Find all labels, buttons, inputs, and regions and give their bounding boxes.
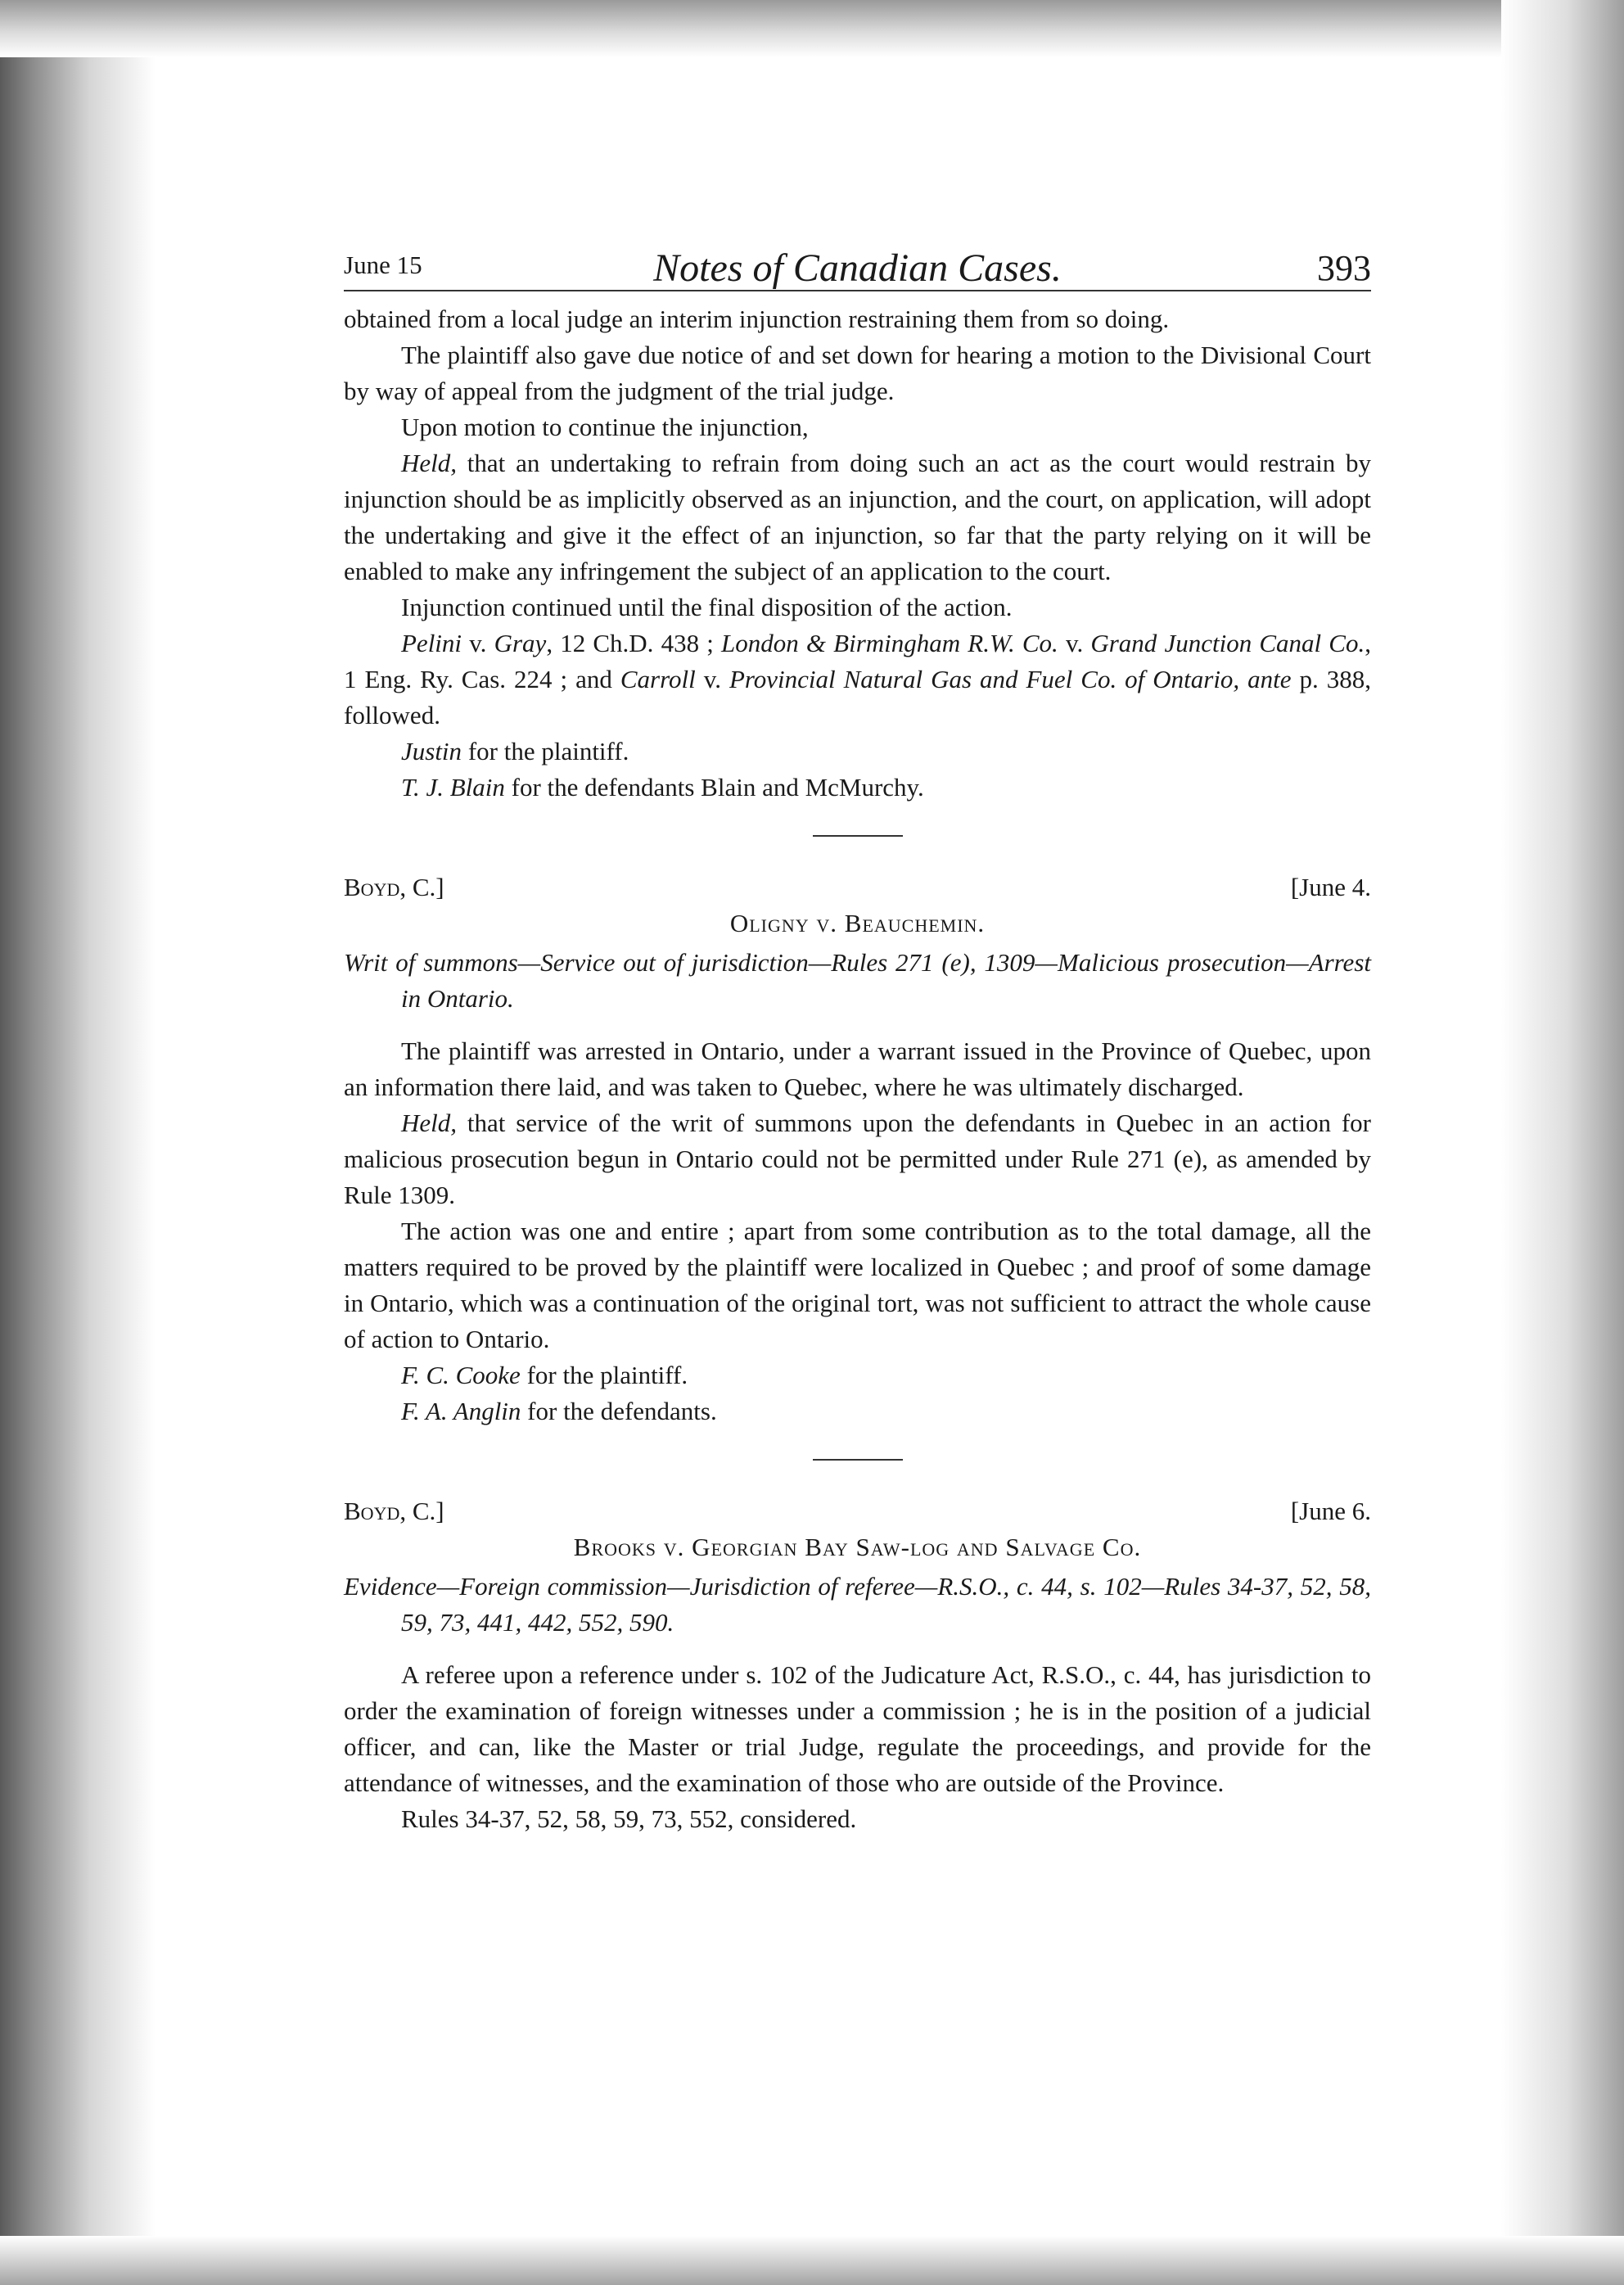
citation-part: , 1 Eng. Ry. Cas. 224 ; and	[344, 629, 1371, 693]
scan-shadow-top	[0, 0, 1624, 57]
held-label: Held,	[401, 1109, 458, 1137]
case-brooks	[344, 1493, 1371, 1837]
scan-shadow-bottom	[0, 2236, 1624, 2285]
counsel-role: for the defendants.	[521, 1397, 717, 1425]
case-headnote: Evidence—Foreign commission—Jurisdiction of referee—R.S.O., c. 44, s. 102—Rules 34-37, 52, 58, 59, 73, 441, 442, 552, 590.	[344, 1572, 1371, 1637]
motion-paragraph: The plaintiff also gave due notice of and set down for hearing a motion to the Divisional Court by way of appeal from the judgment of the trial judge.	[344, 341, 1371, 405]
case-date: [June 4.	[1290, 873, 1371, 901]
citation-part: Gray	[494, 629, 547, 657]
counsel-role: for the plaintiff.	[520, 1361, 688, 1389]
held-label: Held,	[401, 449, 458, 477]
scan-shadow-right	[1501, 0, 1624, 2285]
counsel-name: F. C. Cooke	[401, 1361, 521, 1389]
case-header-line	[344, 1493, 1371, 1529]
running-head-date: June 15	[344, 251, 422, 279]
counsel-name: Justin	[401, 737, 462, 765]
running-head-title: Notes of Canadian Cases.	[653, 246, 1062, 290]
case-judge: Boyd, C.]	[344, 1497, 444, 1525]
scan-shadow-left	[0, 0, 156, 2285]
citations-paragraph	[344, 625, 1371, 734]
held-paragraph	[344, 445, 1371, 589]
section-divider	[813, 835, 903, 837]
case-judge: Boyd, C.]	[344, 873, 444, 901]
page-body	[344, 237, 1371, 1837]
citation-part: Grand Junction Canal Co.	[1090, 629, 1365, 657]
section-divider	[813, 1459, 903, 1461]
continued-paragraph: obtained from a local judge an interim injunction restraining them from so doing.	[344, 305, 1170, 333]
running-head	[344, 237, 1371, 291]
counsel-role: for the plaintiff.	[462, 737, 629, 765]
counsel-role: for the defendants Blain and McMurchy.	[504, 773, 924, 802]
case-date: [June 6.	[1290, 1497, 1371, 1525]
citation-part: v.	[462, 629, 494, 657]
counsel-name: F. A. Anglin	[401, 1397, 521, 1425]
citation-part: Pelini	[401, 629, 462, 657]
motion-continue-paragraph: Upon motion to continue the injunction,	[401, 413, 809, 441]
case-headnote: Writ of summons—Service out of jurisdiction—Rules 271 (e), 1309—Malicious prosecution—Arrest in Ontario.	[344, 948, 1371, 1013]
counsel-line	[344, 734, 1371, 770]
citation-part: , 12 Ch.D. 438 ;	[546, 629, 721, 657]
citation-part: Carroll	[620, 665, 696, 693]
case-title: Brooks v. Georgian Bay Saw-log and Salvage Co.	[573, 1533, 1142, 1561]
case-header-line	[344, 869, 1371, 905]
holding-paragraph: A referee upon a reference under s. 102 of the Judicature Act, R.S.O., c. 44, has jurisdiction to order the examination of foreign witnesses under a commission ; he is in the position of a judicial officer, and can, like the Master or trial Judge, regulate the proceedings, and provide for the attendance of witnesses, and the examination of those who are outside of the Province.	[344, 1660, 1371, 1797]
counsel-line	[344, 1393, 1371, 1429]
citation-part: London & Birmingham R.W. Co.	[721, 629, 1058, 657]
counsel-line	[344, 770, 1371, 806]
page-number: 393	[1317, 248, 1371, 288]
continued-case	[344, 301, 1371, 806]
reasoning-paragraph: The action was one and entire ; apart from some contribution as to the total damage, all the matters required to be proved by the plaintiff were localized in Quebec ; and proof of some damage in Ontario, which was a continuation of the original tort, was not sufficient to attract the whole cause of action to Ontario.	[344, 1217, 1371, 1353]
held-text: that an undertaking to refrain from doing such an act as the court would restrain by injunction should be as implicitly observed as an injunction, and the court, on application, will adopt the undertaking and give it the effect of an injunction, so far that the party relying on it will be enabled to make any infringement the subject of an application to the court.	[344, 449, 1371, 585]
case-title: Oligny v. Beauchemin.	[729, 909, 986, 937]
citation-part: v.	[1058, 629, 1091, 657]
facts-paragraph: The plaintiff was arrested in Ontario, under a warrant issued in the Province of Quebec, upon an information there laid, and was taken to Quebec, where he was ultimately discharged.	[344, 1036, 1371, 1101]
citation-part: p. 388, followed.	[344, 665, 1372, 729]
counsel-name: T. J. Blain	[401, 773, 505, 802]
citation-part: Provincial Natural Gas and Fuel Co. of Ontario, ante	[729, 665, 1292, 693]
citation-part: v.	[695, 665, 729, 693]
case-oligny	[344, 869, 1371, 1429]
disposition-paragraph: Injunction continued until the final disposition of the action.	[401, 593, 1013, 621]
counsel-line	[344, 1357, 1371, 1393]
held-text: that service of the writ of summons upon the defendants in Quebec in an action for malicious prosecution begun in Ontario could not be permitted under Rule 271 (e), as amended by Rule 1309.	[344, 1109, 1371, 1209]
rules-paragraph: Rules 34-37, 52, 58, 59, 73, 552, considered.	[401, 1804, 857, 1833]
held-paragraph	[344, 1105, 1371, 1213]
